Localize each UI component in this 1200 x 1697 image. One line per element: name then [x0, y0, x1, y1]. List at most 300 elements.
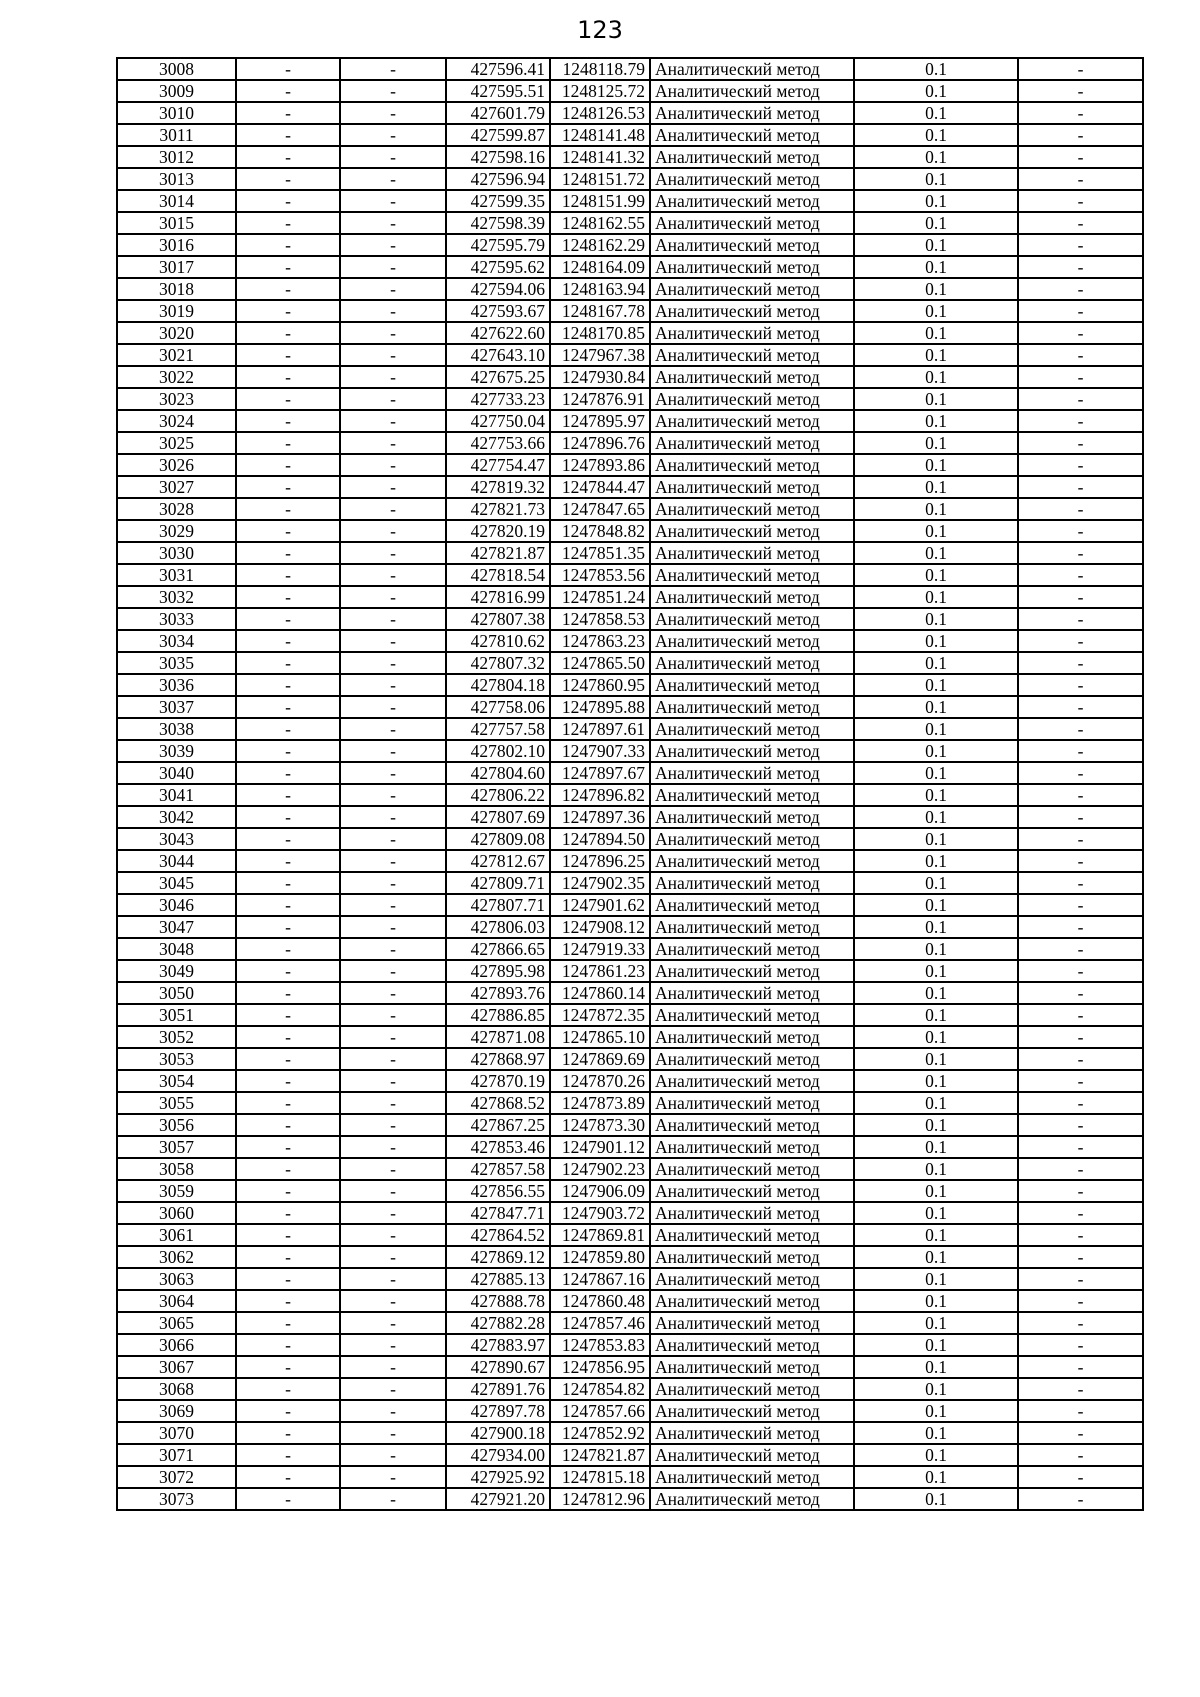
accuracy-cell: 0.1	[854, 1202, 1018, 1224]
y-coordinate-cell: 1247901.62	[550, 894, 650, 916]
dash-cell: -	[340, 1290, 446, 1312]
accuracy-cell: 0.1	[854, 1466, 1018, 1488]
x-coordinate-cell: 427885.13	[446, 1268, 550, 1290]
dash-cell: -	[340, 1312, 446, 1334]
method-cell: Аналитический метод	[650, 564, 854, 586]
x-coordinate-cell: 427934.00	[446, 1444, 550, 1466]
accuracy-cell: 0.1	[854, 872, 1018, 894]
x-coordinate-cell: 427882.28	[446, 1312, 550, 1334]
y-coordinate-cell: 1247856.95	[550, 1356, 650, 1378]
table-row	[117, 916, 1143, 938]
x-coordinate-cell: 427856.55	[446, 1180, 550, 1202]
accuracy-cell: 0.1	[854, 1356, 1018, 1378]
table-row	[117, 1136, 1143, 1158]
point-number-cell: 3041	[117, 784, 236, 806]
accuracy-cell: 0.1	[854, 784, 1018, 806]
dash-cell: -	[1018, 168, 1143, 190]
x-coordinate-cell: 427820.19	[446, 520, 550, 542]
y-coordinate-cell: 1247902.35	[550, 872, 650, 894]
dash-cell: -	[236, 674, 340, 696]
table-row	[117, 124, 1143, 146]
x-coordinate-cell: 427807.38	[446, 608, 550, 630]
method-cell: Аналитический метод	[650, 498, 854, 520]
table-row	[117, 1356, 1143, 1378]
table-row	[117, 1378, 1143, 1400]
method-cell: Аналитический метод	[650, 586, 854, 608]
dash-cell: -	[340, 58, 446, 80]
dash-cell: -	[1018, 1092, 1143, 1114]
y-coordinate-cell: 1248151.99	[550, 190, 650, 212]
y-coordinate-cell: 1247865.10	[550, 1026, 650, 1048]
table-row	[117, 498, 1143, 520]
y-coordinate-cell: 1247902.23	[550, 1158, 650, 1180]
dash-cell: -	[1018, 872, 1143, 894]
x-coordinate-cell: 427868.97	[446, 1048, 550, 1070]
dash-cell: -	[340, 366, 446, 388]
dash-cell: -	[236, 982, 340, 1004]
dash-cell: -	[236, 784, 340, 806]
table-row	[117, 1070, 1143, 1092]
y-coordinate-cell: 1247844.47	[550, 476, 650, 498]
point-number-cell: 3072	[117, 1466, 236, 1488]
y-coordinate-cell: 1248162.55	[550, 212, 650, 234]
dash-cell: -	[340, 762, 446, 784]
dash-cell: -	[340, 1444, 446, 1466]
point-number-cell: 3068	[117, 1378, 236, 1400]
x-coordinate-cell: 427868.52	[446, 1092, 550, 1114]
point-number-cell: 3071	[117, 1444, 236, 1466]
dash-cell: -	[236, 872, 340, 894]
method-cell: Аналитический метод	[650, 1312, 854, 1334]
dash-cell: -	[236, 168, 340, 190]
method-cell: Аналитический метод	[650, 1136, 854, 1158]
dash-cell: -	[1018, 630, 1143, 652]
point-number-cell: 3013	[117, 168, 236, 190]
table-row	[117, 1180, 1143, 1202]
point-number-cell: 3032	[117, 586, 236, 608]
table-row	[117, 982, 1143, 1004]
table-row	[117, 344, 1143, 366]
x-coordinate-cell: 427897.78	[446, 1400, 550, 1422]
accuracy-cell: 0.1	[854, 300, 1018, 322]
point-number-cell: 3015	[117, 212, 236, 234]
x-coordinate-cell: 427809.71	[446, 872, 550, 894]
accuracy-cell: 0.1	[854, 960, 1018, 982]
method-cell: Аналитический метод	[650, 80, 854, 102]
dash-cell: -	[1018, 476, 1143, 498]
dash-cell: -	[236, 1202, 340, 1224]
method-cell: Аналитический метод	[650, 674, 854, 696]
x-coordinate-cell: 427595.62	[446, 256, 550, 278]
dash-cell: -	[340, 1136, 446, 1158]
y-coordinate-cell: 1247863.23	[550, 630, 650, 652]
dash-cell: -	[340, 542, 446, 564]
dash-cell: -	[340, 938, 446, 960]
y-coordinate-cell: 1248118.79	[550, 58, 650, 80]
y-coordinate-cell: 1247896.25	[550, 850, 650, 872]
method-cell: Аналитический метод	[650, 454, 854, 476]
accuracy-cell: 0.1	[854, 696, 1018, 718]
accuracy-cell: 0.1	[854, 740, 1018, 762]
point-number-cell: 3016	[117, 234, 236, 256]
point-number-cell: 3064	[117, 1290, 236, 1312]
point-number-cell: 3028	[117, 498, 236, 520]
x-coordinate-cell: 427819.32	[446, 476, 550, 498]
dash-cell: -	[236, 80, 340, 102]
dash-cell: -	[340, 212, 446, 234]
x-coordinate-cell: 427596.94	[446, 168, 550, 190]
method-cell: Аналитический метод	[650, 102, 854, 124]
dash-cell: -	[1018, 212, 1143, 234]
y-coordinate-cell: 1247851.24	[550, 586, 650, 608]
dash-cell: -	[236, 454, 340, 476]
dash-cell: -	[340, 806, 446, 828]
accuracy-cell: 0.1	[854, 190, 1018, 212]
dash-cell: -	[1018, 1466, 1143, 1488]
dash-cell: -	[340, 520, 446, 542]
accuracy-cell: 0.1	[854, 1334, 1018, 1356]
accuracy-cell: 0.1	[854, 454, 1018, 476]
method-cell: Аналитический метод	[650, 1070, 854, 1092]
x-coordinate-cell: 427598.39	[446, 212, 550, 234]
x-coordinate-cell: 427733.23	[446, 388, 550, 410]
dash-cell: -	[340, 740, 446, 762]
dash-cell: -	[236, 1422, 340, 1444]
method-cell: Аналитический метод	[650, 300, 854, 322]
point-number-cell: 3030	[117, 542, 236, 564]
method-cell: Аналитический метод	[650, 1092, 854, 1114]
table-row	[117, 1488, 1143, 1510]
method-cell: Аналитический метод	[650, 762, 854, 784]
point-number-cell: 3031	[117, 564, 236, 586]
dash-cell: -	[340, 1092, 446, 1114]
table-row	[117, 146, 1143, 168]
accuracy-cell: 0.1	[854, 234, 1018, 256]
table-row	[117, 542, 1143, 564]
point-number-cell: 3062	[117, 1246, 236, 1268]
x-coordinate-cell: 427601.79	[446, 102, 550, 124]
method-cell: Аналитический метод	[650, 1180, 854, 1202]
accuracy-cell: 0.1	[854, 366, 1018, 388]
method-cell: Аналитический метод	[650, 608, 854, 630]
dash-cell: -	[1018, 1004, 1143, 1026]
dash-cell: -	[236, 850, 340, 872]
table-row	[117, 1092, 1143, 1114]
dash-cell: -	[236, 102, 340, 124]
dash-cell: -	[1018, 146, 1143, 168]
y-coordinate-cell: 1247865.50	[550, 652, 650, 674]
dash-cell: -	[236, 212, 340, 234]
table-row	[117, 410, 1143, 432]
dash-cell: -	[236, 366, 340, 388]
dash-cell: -	[340, 322, 446, 344]
dash-cell: -	[236, 1400, 340, 1422]
y-coordinate-cell: 1248141.32	[550, 146, 650, 168]
dash-cell: -	[236, 1048, 340, 1070]
accuracy-cell: 0.1	[854, 1158, 1018, 1180]
table-row	[117, 1202, 1143, 1224]
point-number-cell: 3023	[117, 388, 236, 410]
accuracy-cell: 0.1	[854, 256, 1018, 278]
point-number-cell: 3040	[117, 762, 236, 784]
dash-cell: -	[1018, 784, 1143, 806]
dash-cell: -	[236, 322, 340, 344]
point-number-cell: 3034	[117, 630, 236, 652]
point-number-cell: 3039	[117, 740, 236, 762]
table-row	[117, 762, 1143, 784]
y-coordinate-cell: 1247919.33	[550, 938, 650, 960]
point-number-cell: 3038	[117, 718, 236, 740]
dash-cell: -	[1018, 850, 1143, 872]
table-row	[117, 476, 1143, 498]
dash-cell: -	[1018, 938, 1143, 960]
dash-cell: -	[340, 674, 446, 696]
accuracy-cell: 0.1	[854, 1180, 1018, 1202]
dash-cell: -	[236, 498, 340, 520]
method-cell: Аналитический метод	[650, 58, 854, 80]
y-coordinate-cell: 1247897.61	[550, 718, 650, 740]
dash-cell: -	[340, 1224, 446, 1246]
method-cell: Аналитический метод	[650, 212, 854, 234]
dash-cell: -	[1018, 1312, 1143, 1334]
method-cell: Аналитический метод	[650, 828, 854, 850]
dash-cell: -	[340, 1158, 446, 1180]
dash-cell: -	[236, 916, 340, 938]
x-coordinate-cell: 427812.67	[446, 850, 550, 872]
accuracy-cell: 0.1	[854, 410, 1018, 432]
point-number-cell: 3060	[117, 1202, 236, 1224]
accuracy-cell: 0.1	[854, 1378, 1018, 1400]
dash-cell: -	[340, 1246, 446, 1268]
x-coordinate-cell: 427802.10	[446, 740, 550, 762]
table-row	[117, 1290, 1143, 1312]
x-coordinate-cell: 427807.71	[446, 894, 550, 916]
dash-cell: -	[236, 476, 340, 498]
point-number-cell: 3025	[117, 432, 236, 454]
point-number-cell: 3049	[117, 960, 236, 982]
table-row	[117, 586, 1143, 608]
dash-cell: -	[1018, 1488, 1143, 1510]
accuracy-cell: 0.1	[854, 564, 1018, 586]
x-coordinate-cell: 427599.87	[446, 124, 550, 146]
table-row	[117, 872, 1143, 894]
dash-cell: -	[236, 1334, 340, 1356]
x-coordinate-cell: 427622.60	[446, 322, 550, 344]
dash-cell: -	[236, 630, 340, 652]
dash-cell: -	[236, 1114, 340, 1136]
point-number-cell: 3067	[117, 1356, 236, 1378]
method-cell: Аналитический метод	[650, 1246, 854, 1268]
y-coordinate-cell: 1247895.88	[550, 696, 650, 718]
point-number-cell: 3036	[117, 674, 236, 696]
method-cell: Аналитический метод	[650, 652, 854, 674]
dash-cell: -	[1018, 740, 1143, 762]
table-row	[117, 520, 1143, 542]
point-number-cell: 3048	[117, 938, 236, 960]
x-coordinate-cell: 427847.71	[446, 1202, 550, 1224]
point-number-cell: 3050	[117, 982, 236, 1004]
accuracy-cell: 0.1	[854, 146, 1018, 168]
dash-cell: -	[1018, 696, 1143, 718]
table-row	[117, 1224, 1143, 1246]
point-number-cell: 3021	[117, 344, 236, 366]
dash-cell: -	[1018, 520, 1143, 542]
dash-cell: -	[340, 454, 446, 476]
y-coordinate-cell: 1247812.96	[550, 1488, 650, 1510]
dash-cell: -	[1018, 586, 1143, 608]
point-number-cell: 3065	[117, 1312, 236, 1334]
method-cell: Аналитический метод	[650, 476, 854, 498]
dash-cell: -	[236, 1092, 340, 1114]
point-number-cell: 3043	[117, 828, 236, 850]
point-number-cell: 3046	[117, 894, 236, 916]
x-coordinate-cell: 427818.54	[446, 564, 550, 586]
y-coordinate-cell: 1248126.53	[550, 102, 650, 124]
y-coordinate-cell: 1248125.72	[550, 80, 650, 102]
dash-cell: -	[236, 1356, 340, 1378]
y-coordinate-cell: 1247901.12	[550, 1136, 650, 1158]
dash-cell: -	[1018, 58, 1143, 80]
dash-cell: -	[236, 300, 340, 322]
dash-cell: -	[340, 608, 446, 630]
table-row	[117, 322, 1143, 344]
dash-cell: -	[340, 784, 446, 806]
dash-cell: -	[1018, 1114, 1143, 1136]
y-coordinate-cell: 1247873.89	[550, 1092, 650, 1114]
dash-cell: -	[340, 432, 446, 454]
method-cell: Аналитический метод	[650, 938, 854, 960]
dash-cell: -	[236, 1466, 340, 1488]
y-coordinate-cell: 1247851.35	[550, 542, 650, 564]
x-coordinate-cell: 427643.10	[446, 344, 550, 366]
point-number-cell: 3057	[117, 1136, 236, 1158]
dash-cell: -	[236, 410, 340, 432]
y-coordinate-cell: 1247872.35	[550, 1004, 650, 1026]
y-coordinate-cell: 1247859.80	[550, 1246, 650, 1268]
method-cell: Аналитический метод	[650, 256, 854, 278]
dash-cell: -	[1018, 1268, 1143, 1290]
method-cell: Аналитический метод	[650, 630, 854, 652]
table-row	[117, 1422, 1143, 1444]
point-number-cell: 3019	[117, 300, 236, 322]
accuracy-cell: 0.1	[854, 652, 1018, 674]
point-number-cell: 3018	[117, 278, 236, 300]
method-cell: Аналитический метод	[650, 1400, 854, 1422]
method-cell: Аналитический метод	[650, 960, 854, 982]
accuracy-cell: 0.1	[854, 388, 1018, 410]
method-cell: Аналитический метод	[650, 1026, 854, 1048]
table-row	[117, 850, 1143, 872]
dash-cell: -	[1018, 1334, 1143, 1356]
table-row	[117, 1400, 1143, 1422]
method-cell: Аналитический метод	[650, 784, 854, 806]
dash-cell: -	[236, 740, 340, 762]
y-coordinate-cell: 1247854.82	[550, 1378, 650, 1400]
dash-cell: -	[340, 696, 446, 718]
table-row	[117, 960, 1143, 982]
y-coordinate-cell: 1248170.85	[550, 322, 650, 344]
accuracy-cell: 0.1	[854, 1136, 1018, 1158]
y-coordinate-cell: 1247894.50	[550, 828, 650, 850]
dash-cell: -	[340, 1356, 446, 1378]
x-coordinate-cell: 427807.32	[446, 652, 550, 674]
y-coordinate-cell: 1248167.78	[550, 300, 650, 322]
dash-cell: -	[236, 586, 340, 608]
dash-cell: -	[236, 1070, 340, 1092]
x-coordinate-cell: 427853.46	[446, 1136, 550, 1158]
dash-cell: -	[236, 828, 340, 850]
accuracy-cell: 0.1	[854, 1224, 1018, 1246]
point-number-cell: 3055	[117, 1092, 236, 1114]
point-number-cell: 3073	[117, 1488, 236, 1510]
accuracy-cell: 0.1	[854, 1026, 1018, 1048]
method-cell: Аналитический метод	[650, 1004, 854, 1026]
accuracy-cell: 0.1	[854, 124, 1018, 146]
dash-cell: -	[236, 1224, 340, 1246]
dash-cell: -	[1018, 366, 1143, 388]
dash-cell: -	[1018, 1026, 1143, 1048]
method-cell: Аналитический метод	[650, 1466, 854, 1488]
y-coordinate-cell: 1247895.97	[550, 410, 650, 432]
y-coordinate-cell: 1247848.82	[550, 520, 650, 542]
accuracy-cell: 0.1	[854, 278, 1018, 300]
x-coordinate-cell: 427753.66	[446, 432, 550, 454]
y-coordinate-cell: 1247869.81	[550, 1224, 650, 1246]
dash-cell: -	[236, 1290, 340, 1312]
point-number-cell: 3061	[117, 1224, 236, 1246]
method-cell: Аналитический метод	[650, 1444, 854, 1466]
table-row	[117, 1048, 1143, 1070]
y-coordinate-cell: 1247853.56	[550, 564, 650, 586]
method-cell: Аналитический метод	[650, 344, 854, 366]
point-number-cell: 3070	[117, 1422, 236, 1444]
dash-cell: -	[236, 58, 340, 80]
y-coordinate-cell: 1247873.30	[550, 1114, 650, 1136]
dash-cell: -	[236, 894, 340, 916]
y-coordinate-cell: 1248164.09	[550, 256, 650, 278]
table-row	[117, 190, 1143, 212]
y-coordinate-cell: 1247852.92	[550, 1422, 650, 1444]
dash-cell: -	[1018, 388, 1143, 410]
dash-cell: -	[340, 168, 446, 190]
y-coordinate-cell: 1247869.69	[550, 1048, 650, 1070]
y-coordinate-cell: 1247821.87	[550, 1444, 650, 1466]
y-coordinate-cell: 1247897.67	[550, 762, 650, 784]
point-number-cell: 3009	[117, 80, 236, 102]
table-row	[117, 938, 1143, 960]
method-cell: Аналитический метод	[650, 1488, 854, 1510]
accuracy-cell: 0.1	[854, 1422, 1018, 1444]
method-cell: Аналитический метод	[650, 322, 854, 344]
accuracy-cell: 0.1	[854, 102, 1018, 124]
dash-cell: -	[1018, 1180, 1143, 1202]
table-row	[117, 630, 1143, 652]
method-cell: Аналитический метод	[650, 432, 854, 454]
y-coordinate-cell: 1247930.84	[550, 366, 650, 388]
dash-cell: -	[236, 1488, 340, 1510]
table-row	[117, 1158, 1143, 1180]
dash-cell: -	[1018, 300, 1143, 322]
dash-cell: -	[340, 718, 446, 740]
point-number-cell: 3035	[117, 652, 236, 674]
x-coordinate-cell: 427883.97	[446, 1334, 550, 1356]
method-cell: Аналитический метод	[650, 1224, 854, 1246]
x-coordinate-cell: 427866.65	[446, 938, 550, 960]
dash-cell: -	[236, 1312, 340, 1334]
dash-cell: -	[236, 520, 340, 542]
table-row	[117, 652, 1143, 674]
dash-cell: -	[236, 718, 340, 740]
